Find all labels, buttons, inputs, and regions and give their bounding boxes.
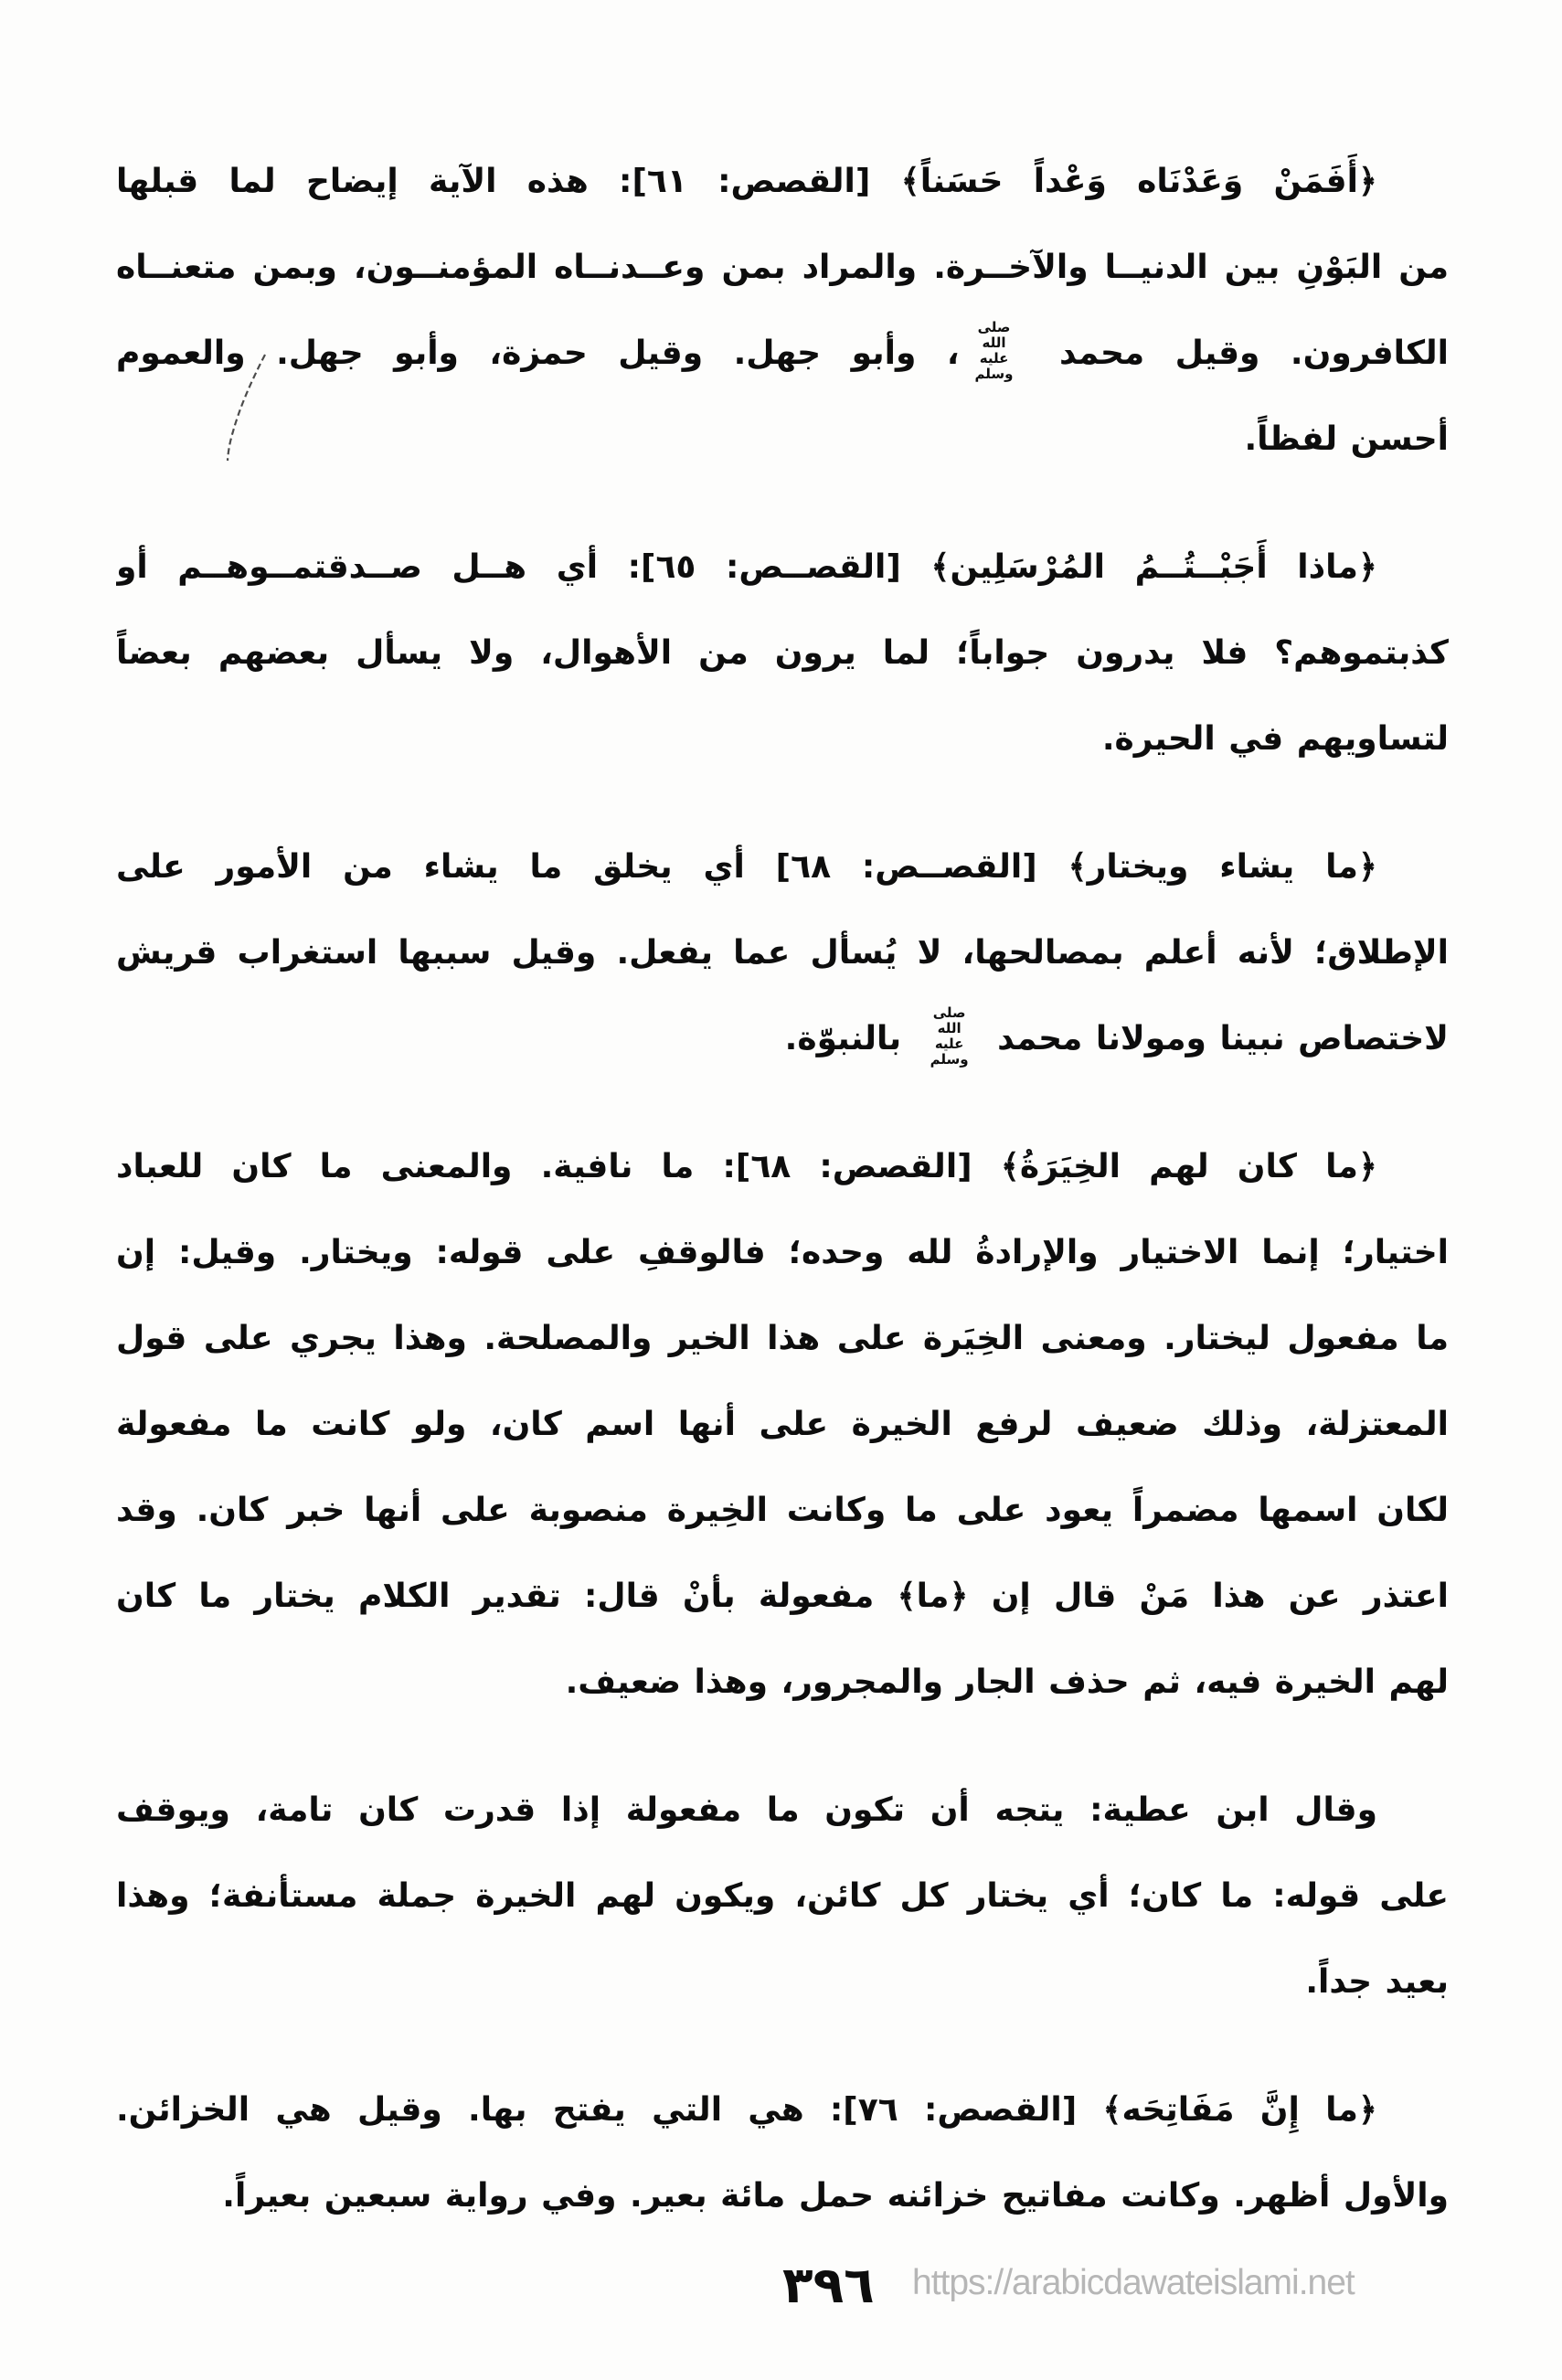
page-number: ٣٩٦ [782,2256,875,2314]
text-line: أحسن لفظاً. [1244,420,1449,458]
text-line: الكافرون. وقيل محمد صلى الله عليه وسلم ، وأبو جهل. وقيل حمزة، وأبو جهل. والعموم [116,318,1449,383]
text-line: من البَوْنِ بين الدنيــا والآخــرة. والمراد بمن وعــدنــاه المؤمنــون، وبمن متعنــاه [116,249,1449,286]
text-line: ﴿ماذا أَجَبْــتُــمُ المُرْسَلِين﴾ [القصــص: ٦٥]: أي هــل صــدقتمــوهــم أو [116,548,1377,586]
text-line: بعيد جداً. [1305,1963,1449,2001]
text-line: المعتزلة، وذلك ضعيف لرفع الخيرة على أنها اسم كان، ولو كانت ما مفعولة [116,1406,1449,1443]
text-line: اختيار؛ إنما الاختيار والإرادةُ لله وحده؛ فالوقفِ على قوله: ويختار. وقيل: إن [116,1234,1449,1271]
text-line: ﴿ما إِنَّ مَفَاتِحَه﴾ [القصص: ٧٦]: هي التي يفتح بها. وقيل هي الخزائن. [116,2091,1377,2129]
page-text [116,139,1449,2281]
paragraph [116,1768,1449,2025]
paragraph [116,2067,1449,2239]
text-line: الإطلاق؛ لأنه أعلم بمصالحها، لا يُسأل عما يفعل. وقيل سببها استغراب قريش [116,934,1449,972]
paragraph [116,824,1449,1082]
text-line: لكان اسمها مضمراً يعود على ما وكانت الخِيرة منصوبة على أنها خبر كان. وقد [116,1492,1449,1529]
text-line: ﴿أَفَمَنْ وَعَدْنَاه وَعْداً حَسَناً﴾ [القصص: ٦١]: هذه الآية إيضاح لما قبلها [116,163,1377,200]
text-line: لتساويهم في الحيرة. [1101,720,1449,758]
text-line: ﴿ما يشاء ويختار﴾ [القصــص: ٦٨] أي يخلق ما يشاء من الأمور على [116,848,1377,886]
salawat-symbol: صلى الله عليه وسلم [974,318,1014,383]
salawat-symbol: صلى الله عليه وسلم [930,1004,969,1068]
paragraph [116,525,1449,782]
paragraph [116,1124,1449,1726]
text-line: وقال ابن عطية: يتجه أن تكون ما مفعولة إذا قدرت كان تامة، ويوقف [116,1791,1377,1829]
text-line: اعتذر عن هذا مَنْ قال إن ﴿ما﴾ مفعولة بأنْ قال: تقدير الكلام يختار ما كان [116,1578,1449,1615]
text-line: لهم الخيرة فيه، ثم حذف الجار والمجرور، وهذا ضعيف. [565,1663,1449,1701]
text-line: ﴿ما كان لهم الخِيَرَةُ﴾ [القصص: ٦٨]: ما نافية. والمعنى ما كان للعباد [116,1148,1377,1185]
paragraph [116,139,1449,483]
text-line: على قوله: ما كان؛ أي يختار كل كائن، ويكون لهم الخيرة جملة مستأنفة؛ وهذا [116,1877,1449,1915]
text-line: كذبتموهم؟ فلا يدرون جواباً؛ لما يرون من الأهوال، ولا يسأل بعضهم بعضاً [116,634,1449,672]
text-line: ما مفعول ليختار. ومعنى الخِيَرة على هذا الخير والمصلحة. وهذا يجري على قول [116,1320,1449,1357]
text-line: لاختصاص نبينا ومولانا محمد صلى الله عليه وسلم بالنبوّة. [784,1004,1449,1068]
page-footer [0,2256,1562,2329]
text-line: والأول أظهر. وكانت مفاتيح خزائنه حمل مائة بعير. وفي رواية سبعين بعيراً. [222,2177,1449,2215]
watermark-url: https://arabicdawateislami.net [912,2263,1355,2302]
